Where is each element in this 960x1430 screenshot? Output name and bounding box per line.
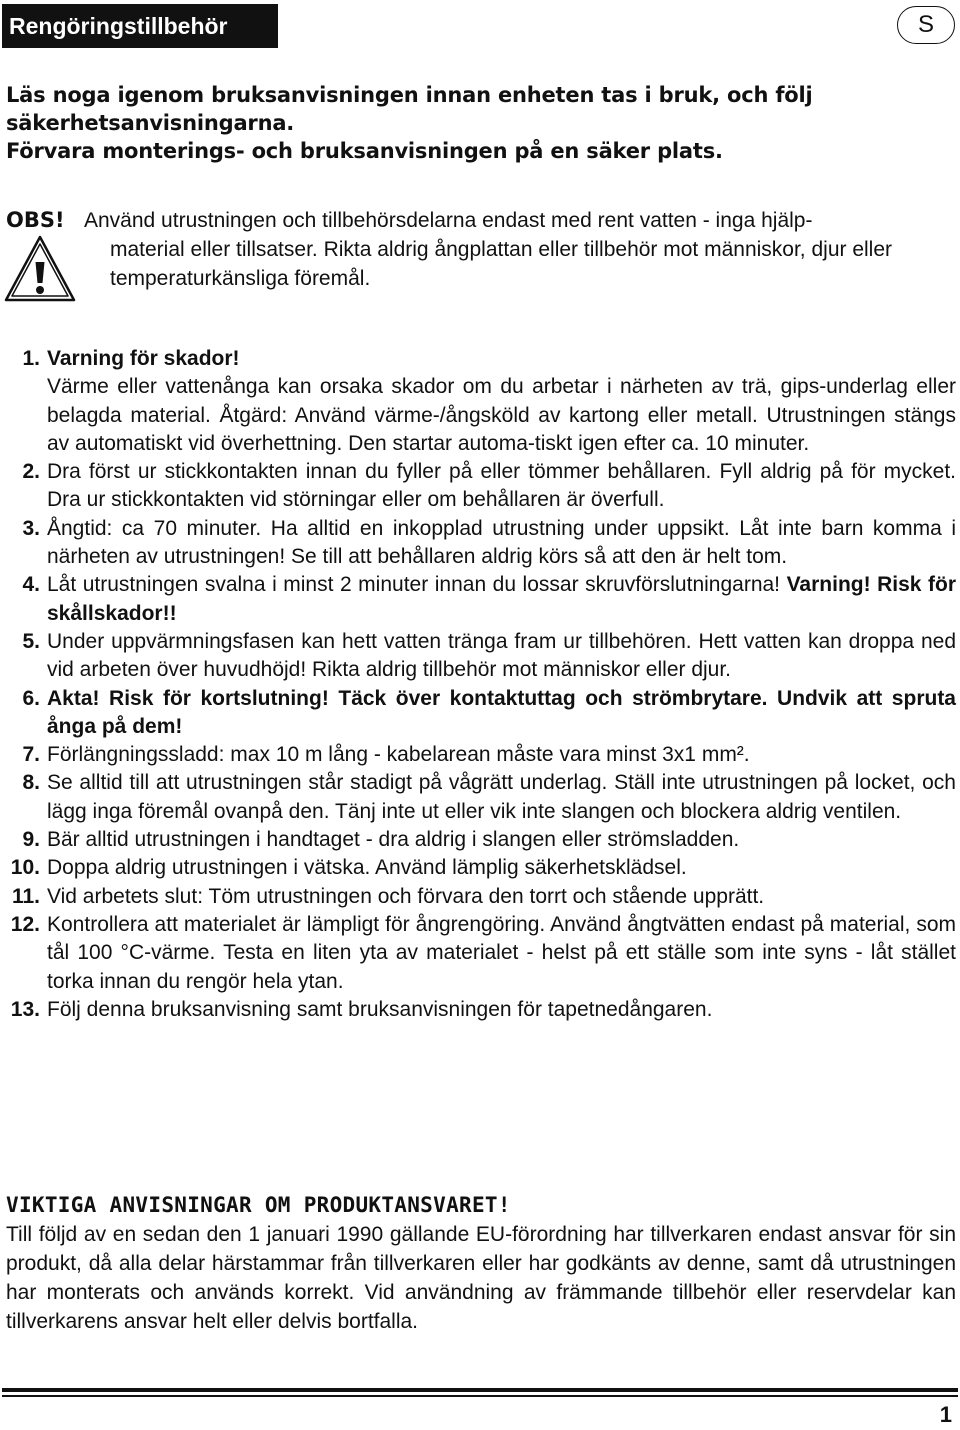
list-item [6,826,956,854]
item-text: Låt utrustningen svalna i minst 2 minuter innan du lossar skruvförslutningarna! [47,573,781,597]
item-text: Se alltid till att utrustningen står stadigt på vågrätt underlag. Ställ inte utrustningen på locket, och lägg inga föremål ovanpå den. Tänj inte ut eller vik inte slangen och blockera aldrig ventilen. [47,771,956,823]
item-number: 8. [22,771,40,795]
intro-warning [6,81,956,165]
item-text: Förlängningssladd: max 10 m lång - kabelarean måste vara minst 3x1 mm². [47,743,750,767]
item-text: Vid arbetets slut: Töm utrustningen och förvara den torrt och stående upprätt. [47,884,765,908]
section-title: Rengöringstillbehör [2,4,278,48]
list-item [6,458,956,515]
item-number: 1. [22,347,40,370]
item-number: 13. [10,997,40,1021]
list-item [6,571,956,628]
item-number: 5. [22,629,40,653]
obs-notice-line-1: Använd utrustningen och tillbehörsdelarna endast med rent vatten - inga hjälp- [84,209,813,232]
item-number: 2. [22,460,40,484]
page-number: 1 [939,1402,952,1427]
list-item [6,628,956,685]
list-item [6,345,956,458]
list-item [6,883,956,911]
item-text: Värme eller vattenånga kan orsaka skador om du arbetar i närheten av trä, gips-underlag eller belagda material. Åtgärd: Använd värme-/ångsköld av kartong eller metall. Utrustningen stängs av automatiskt vid överhettning. Den startar automa-tiskt igen efter ca. 10 minuter. [47,375,956,455]
footer-divider-thin [2,1395,958,1397]
language-badge: S [897,6,955,44]
item-bold-text: Varning för skador! [47,347,240,370]
list-item [6,515,956,572]
safety-instructions-list [6,345,956,1024]
item-text: Följ denna bruksanvisning samt bruksanvisningen för tapetnedångaren. [47,997,713,1021]
warning-triangle-icon [4,234,76,304]
list-item [6,769,956,826]
item-number: 12. [10,912,40,936]
item-number: 4. [22,573,40,597]
obs-notice-rest: material eller tillsatser. Rikta aldrig ångplattan eller tillbehör mot människor, djur eller temperaturkänsliga föremål. [110,238,893,290]
item-text: Bär alltid utrustningen i handtaget - dra aldrig i slangen eller strömsladden. [47,828,740,852]
product-liability-text: Till följd av en sedan den 1 januari 1990 gällande EU-förordning har tillverkaren endast ansvar för sin produkt, då alla delar härstammar från tillverkaren eller har godkänts av denne, samt då utrustningen har monterats och används korrekt. Vid användning av främmande tillbehör eller reservdelar kan tillverkarens ansvar helt eller delvis bortfalla. [6,1223,956,1333]
item-number: 11. [11,884,40,908]
item-number: 9. [22,828,40,852]
item-number: 3. [22,516,40,540]
obs-label: OBS! [6,208,65,232]
list-item [6,741,956,769]
item-number: 7. [22,743,40,767]
list-item [6,911,956,996]
obs-notice-text [84,206,956,293]
item-number: 6. [22,686,40,710]
intro-line-1: Läs noga igenom bruksanvisningen innan enheten tas i bruk, och följ säkerhetsanvisningarna. [6,83,813,135]
item-text: Kontrollera att materialet är lämpligt för ångrengöring. Använd ångtvätten endast på material, som tål 100 °C-värme. Testa en liten yta av materialet - helst på ett ställe som inte syns - låt stället torka innan du rengör hela ytan. [47,912,956,993]
item-number: 10. [10,856,40,880]
item-text: Dra först ur stickkontakten innan du fyller på eller tömmer behållaren. Fyll aldrig på för mycket. Dra ur stickkontakten vid störningar eller om behållaren är överfull. [47,460,956,512]
list-item [6,854,956,882]
item-bold-warning: Varning! Risk för skållskador!! [47,573,957,625]
list-item [6,685,956,742]
intro-line-2: Förvara monterings- och bruksanvisningen på en säker plats. [6,139,723,163]
footer-divider [2,1388,958,1392]
list-item [6,996,956,1024]
item-text: Ångtid: ca 70 minuter. Ha alltid en inkopplad utrustning under uppsikt. Låt inte barn komma i närheten av utrustningen! Se till att behållaren aldrig körs så att den är helt tom. [47,516,956,569]
item-text: Doppa aldrig utrustningen i vätska. Använd lämplig säkerhetsklädsel. [47,856,687,880]
item-text: Under uppvärmningsfasen kan hett vatten tränga fram ur tillbehören. Hett vatten kan droppa ned vid arbeten över huvudhöjd! Rikta aldrig tillbehör mot människor eller djur. [47,629,956,682]
product-liability-heading: VIKTIGA ANVISNINGAR OM PRODUKTANSVARET! [6,1193,511,1217]
item-bold-text: Akta! Risk för kortslutning! Täck över kontaktuttag och strömbrytare. Undvik att spruta ånga på dem! [47,686,956,738]
